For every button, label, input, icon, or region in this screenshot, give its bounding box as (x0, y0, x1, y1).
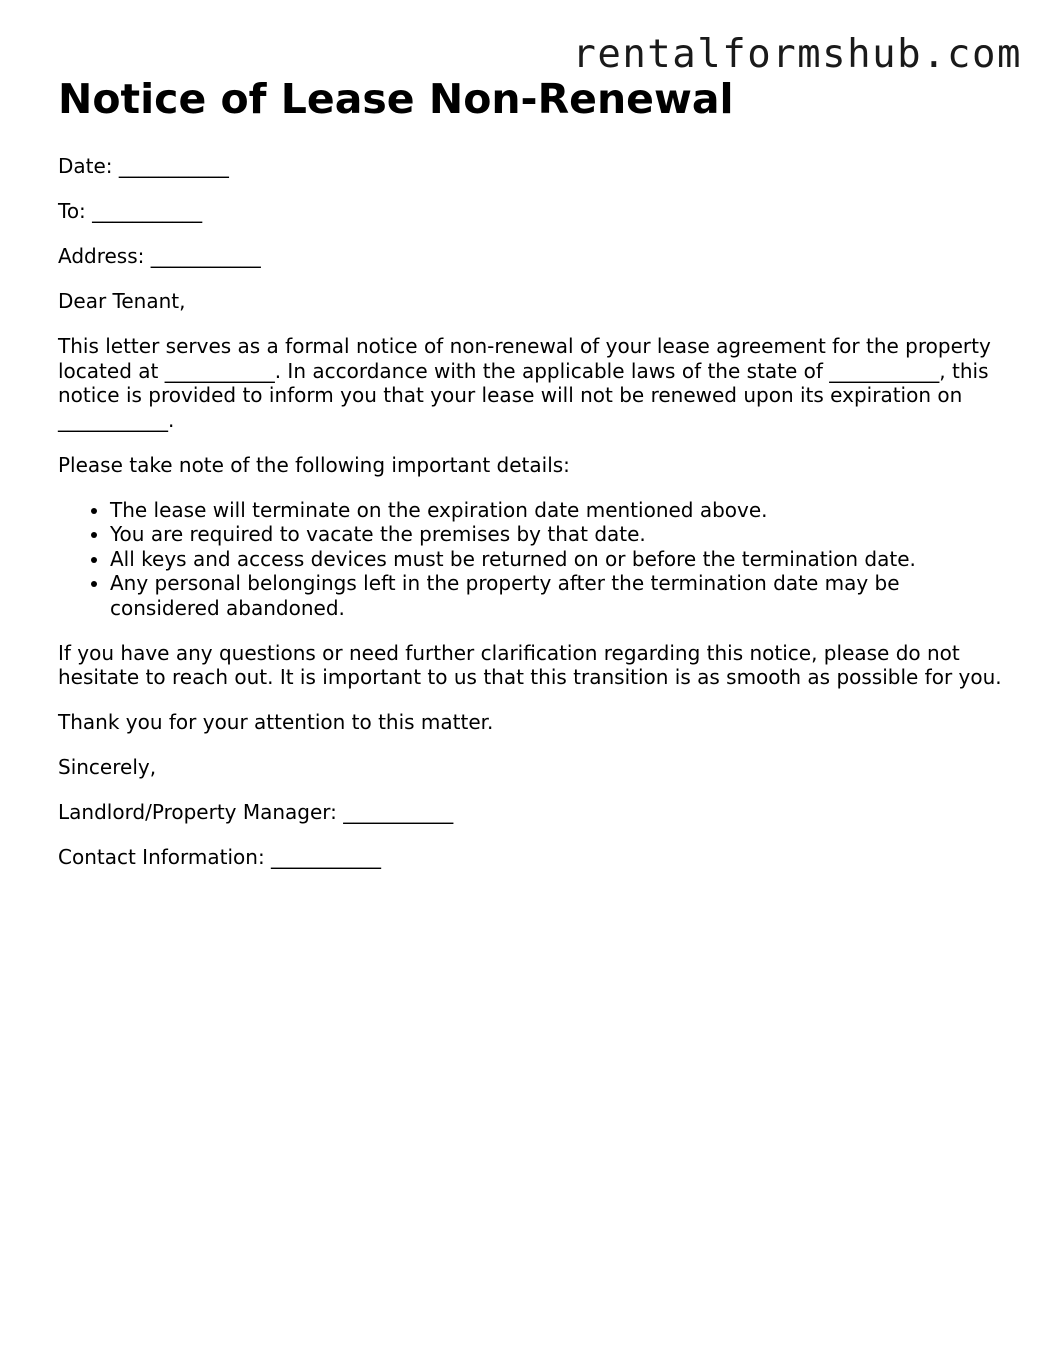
to-field: To: ___________ (58, 199, 203, 223)
list-item: • Any personal belongings left in the property after the termination date may be considered abandoned. (110, 571, 1008, 620)
questions-paragraph: If you have any questions or need further clarification regarding this notice, please do not hesitate to reach out. It is important to us that this transition is as smooth as possible for you. (58, 640, 1002, 689)
thanks-paragraph: Thank you for your attention to this matter. (58, 710, 494, 734)
landlord-signature-field: Landlord/Property Manager: ___________ (58, 800, 454, 824)
watermark-text: rentalformshub.com (572, 32, 1022, 77)
details-list (58, 498, 1008, 621)
document-title: Notice of Lease Non-Renewal (58, 75, 734, 123)
closing: Sincerely, (58, 755, 157, 779)
list-item: • You are required to vacate the premises by that date. (110, 522, 1008, 547)
list-item: • The lease will terminate on the expiration date mentioned above. (110, 498, 1008, 523)
document-page (58, 72, 1008, 890)
date-field: Date: ___________ (58, 154, 229, 178)
contact-information-field: Contact Information: ___________ (58, 845, 382, 869)
details-heading: Please take note of the following important details: (58, 452, 570, 477)
salutation: Dear Tenant, (58, 289, 186, 313)
address-field: Address: ___________ (58, 244, 261, 268)
list-item: • All keys and access devices must be returned on or before the termination date. (110, 547, 1008, 572)
intro-paragraph: This letter serves as a formal notice of non-renewal of your lease agreement for the property located at ___________. In accordance with the applicable laws of the state of ___________, this notice is provided to inform you that your lease will not be renewed upon its expiration on ___________. (58, 334, 991, 432)
